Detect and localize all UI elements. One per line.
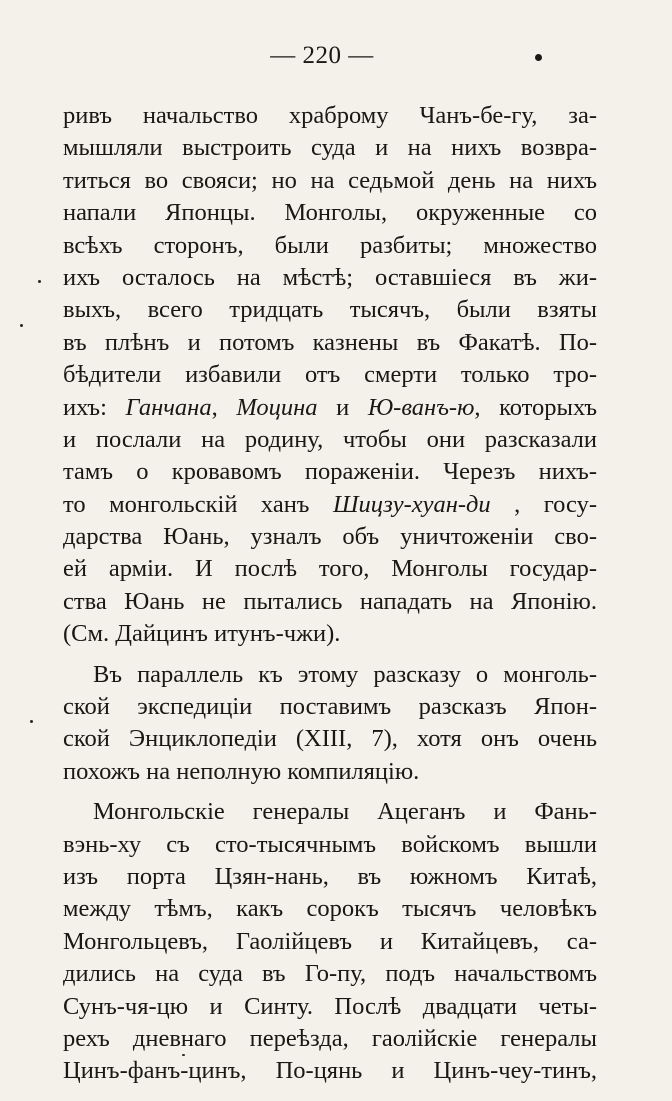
text-segment: титься во свояси; но на седьмой день на нихъ: [63, 166, 597, 194]
text-segment: ихъ:: [63, 393, 126, 421]
text-line: [63, 132, 597, 164]
text-line: [63, 618, 597, 650]
paragraph: [63, 796, 597, 1088]
text-segment: , госу-: [490, 490, 598, 518]
text-line: [63, 796, 597, 828]
paragraph-gap: [63, 788, 597, 796]
text-segment: ей арміи. И послѣ того, Монголы государ-: [63, 555, 597, 583]
italic-name: Моцина: [236, 393, 318, 421]
ink-speck: [20, 324, 23, 327]
text-segment: и послали на родину, чтобы они разсказали: [63, 425, 597, 453]
text-line: [63, 197, 597, 229]
text-line: [63, 691, 597, 723]
text-segment: Въ параллель къ этому разсказу о монголь-: [93, 660, 597, 688]
text-line: [63, 521, 597, 553]
text-segment: ,: [211, 393, 237, 421]
ink-speck: [30, 720, 33, 723]
text-segment: рехъ дневнаго переѣзда, гаолійскіе генералы: [63, 1024, 597, 1052]
text-segment: напали Японцы. Монголы, окруженные со: [63, 199, 597, 227]
text-segment: бѣдители избавили отъ смерти только тро-: [63, 361, 597, 389]
italic-name: Ю-ванъ-ю: [367, 393, 475, 421]
text-line: [63, 359, 597, 391]
text-segment: вэнь-ху съ сто-тысячнымъ войскомъ вышли: [63, 830, 597, 858]
text-line: [63, 553, 597, 585]
paragraph: [63, 659, 597, 789]
text-segment: ства Юань не пытались нападать на Японію.: [63, 587, 597, 615]
text-line: [63, 829, 597, 861]
italic-name: Шицзу-хуан-ди: [332, 490, 491, 518]
ink-speck: [182, 1054, 185, 1056]
text-segment: ривъ начальство храброму Чанъ-бе-гу, за-: [63, 102, 597, 129]
text-line: [63, 294, 597, 326]
text-line: [63, 926, 597, 958]
text-segment: Монгольцевъ, Гаолійцевъ и Китайцевъ, са-: [63, 927, 597, 955]
text-line: [63, 723, 597, 755]
text-segment: и: [317, 393, 368, 421]
text-line: [63, 1055, 597, 1087]
text-segment: ской Энциклопедіи (XIII, 7), хотя онъ очень: [63, 725, 597, 753]
body-text: [63, 100, 597, 1088]
italic-name: Ганчана: [125, 393, 212, 421]
text-segment: изъ порта Цзян-нань, въ южномъ Китаѣ,: [63, 862, 597, 890]
text-line: [63, 991, 597, 1023]
text-segment: тамъ о кровавомъ пораженіи. Черезъ нихъ-: [63, 458, 597, 486]
text-segment: Сунъ-чя-цю и Синту. Послѣ двадцати четы-: [63, 992, 597, 1020]
text-segment: между тѣмъ, какъ сорокъ тысячъ человѣкъ: [63, 895, 597, 923]
text-line: [63, 165, 597, 197]
text-segment: всѣхъ сторонъ, были разбиты; множество: [63, 231, 597, 259]
ink-mark: [535, 54, 542, 61]
text-segment: мышляли выстроить суда и на нихъ возвра-: [63, 134, 597, 162]
paragraph-gap: [63, 651, 597, 659]
text-segment: выхъ, всего тридцать тысячъ, были взяты: [63, 296, 597, 324]
text-segment: въ плѣнъ и потомъ казнены въ Факатѣ. По-: [63, 328, 597, 356]
text-line: [63, 756, 597, 788]
text-line: [63, 893, 597, 925]
text-line: [63, 327, 597, 359]
text-line: [63, 659, 597, 691]
text-segment: (См. Дайцинъ итунъ-чжи).: [63, 620, 341, 648]
text-line: [63, 489, 597, 521]
text-segment: Цинъ-фанъ-цинъ, По-цянь и Цинъ-чеу-тинъ,: [63, 1057, 597, 1085]
text-line: [63, 586, 597, 618]
text-line: [63, 958, 597, 990]
text-segment: то монгольскій ханъ: [63, 490, 333, 518]
text-segment: ихъ осталось на мѣстѣ; оставшіеся въ жи-: [63, 263, 597, 291]
text-line: [63, 861, 597, 893]
text-line: [63, 456, 597, 488]
text-line: [63, 230, 597, 262]
ink-speck: [38, 280, 41, 283]
text-segment: дарства Юань, узналъ объ уничтоженіи сво-: [63, 523, 597, 551]
page-number: — 220 —: [270, 42, 374, 69]
text-segment: , которыхъ: [474, 393, 598, 421]
text-line: [63, 392, 597, 424]
text-segment: ской экспедиціи поставимъ разсказъ Япон-: [63, 693, 597, 721]
text-line: [63, 100, 597, 132]
text-line: [63, 262, 597, 294]
text-segment: похожъ на неполную компиляцію.: [63, 757, 420, 785]
text-line: [63, 424, 597, 456]
paragraph: [63, 100, 597, 651]
text-line: [63, 1023, 597, 1055]
text-segment: Монгольскіе генералы Ацеганъ и Фань-: [93, 798, 597, 826]
text-segment: дились на суда въ Го-пу, подъ начальствомъ: [63, 960, 597, 988]
